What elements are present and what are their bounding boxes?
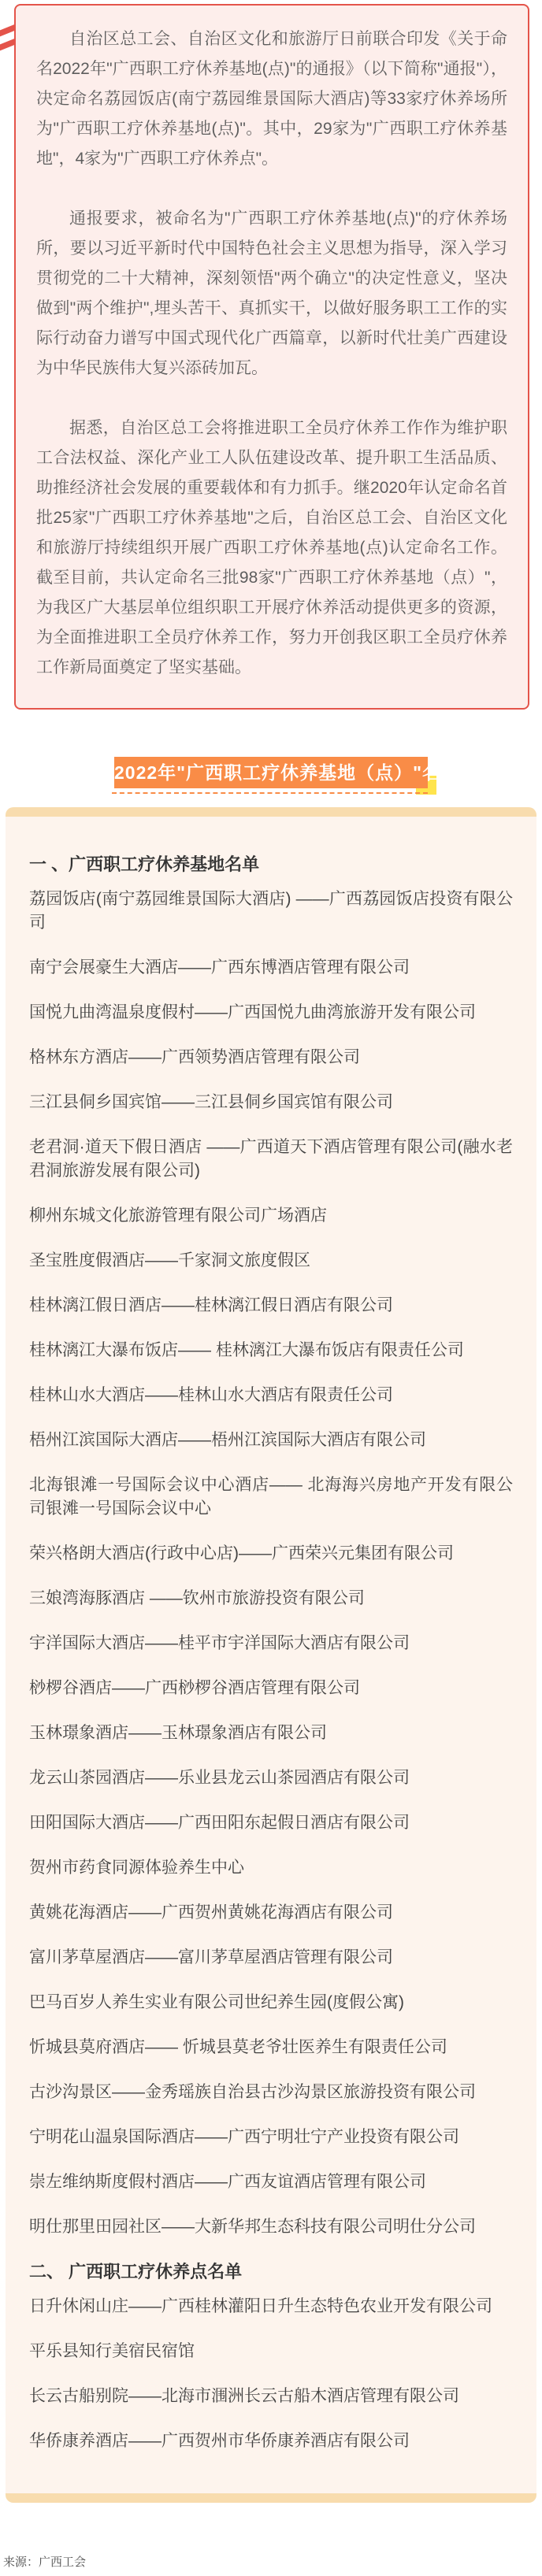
list-item: 田阳国际大酒店——广西田阳东起假日酒店有限公司: [29, 1814, 410, 1832]
list-item: 富川茅草屋酒店——富川茅草屋酒店管理有限公司: [29, 1948, 393, 1966]
list-item: 日升休闲山庄——广西桂林灌阳日升生态特色农业开发有限公司: [29, 2297, 492, 2315]
card-bottom-bar: [6, 2493, 536, 2503]
list-item: 桂林漓江假日酒店——桂林漓江假日酒店有限公司: [29, 1296, 393, 1314]
list-item: 荣兴格朗大酒店(行政中心店)——广西荣兴元集团有限公司: [29, 1544, 454, 1562]
list-item: 忻城县莫府酒店—— 忻城县莫老爷壮医养生有限责任公司: [29, 2038, 447, 2056]
list-item: 古沙沟景区——金秀瑶族自治县古沙沟景区旅游投资有限公司: [29, 2083, 476, 2101]
list-item: 玉林璟象酒店——玉林璟象酒店有限公司: [29, 1724, 327, 1742]
list-item: 崇左维纳斯度假村酒店——广西友谊酒店管理有限公司: [29, 2173, 426, 2191]
list-item: 国悦九曲湾温泉度假村——广西国悦九曲湾旅游开发有限公司: [29, 1003, 476, 1021]
list-item: 北海银滩一号国际会议中心酒店—— 北海海兴房地产开发有限公司银滩一号国际会议中心: [29, 1476, 513, 1518]
intro-paragraph-2: 通报要求，被命名为"广西职工疗休养基地(点)"的疗休养场所，要以习近平新时代中国特色社会主义思想为指导，深入学习贯彻党的二十大精神，深刻领悟"两个确立"的决定性意义，坚决做到"两个维护",埋头苦干、真抓实干，以做好服务职工工作的实际行动奋力谱写中国式现代化广西篇章，以新时代壮美广西建设为中华民族伟大复兴添砖加瓦。: [36, 209, 507, 377]
source-label: 来源：广西工会: [3, 2556, 87, 2569]
list-item: 三娘湾海豚酒店 ——钦州市旅游投资有限公司: [29, 1589, 365, 1607]
list-item: 平乐县知行美宿民宿馆: [29, 2342, 195, 2360]
list-item: 格林东方酒店——广西领势酒店管理有限公司: [29, 1048, 360, 1066]
section-base-list: [29, 853, 513, 2239]
list-item: 桫椤谷酒店——广西桫椤谷酒店管理有限公司: [29, 1679, 360, 1697]
list-item: 桂林漓江大瀑布饭店—— 桂林漓江大瀑布饭店有限责任公司: [29, 1341, 464, 1359]
list-banner-wrap: [114, 757, 460, 794]
list-item: 华侨康养酒店——广西贺州市华侨康养酒店有限公司: [29, 2432, 410, 2450]
list-item: 贺州市药食同源体验养生中心: [29, 1859, 244, 1877]
list-item: 圣宝胜度假酒店——千家洞文旅度假区: [29, 1251, 310, 1269]
list-item: 荔园饭店(南宁荔园维景国际大酒店) ——广西荔园饭店投资有限公司: [29, 890, 513, 932]
list-item: 南宁会展豪生大酒店——广西东博酒店管理有限公司: [29, 958, 410, 977]
point-list: [29, 2295, 513, 2453]
section-title-1: 一 、广西职工疗休养基地名单: [29, 854, 260, 874]
list-item: 三江县侗乡国宾馆——三江县侗乡国宾馆有限公司: [29, 1093, 393, 1111]
list-item: 宇洋国际大酒店——桂平市宇洋国际大酒店有限公司: [29, 1634, 410, 1652]
list-item: 黄姚花海酒店——广西贺州黄姚花海酒店有限公司: [29, 1903, 393, 1922]
list-item: 宁明花山温泉国际酒店——广西宁明壮宁产业投资有限公司: [29, 2128, 459, 2146]
list-item: 梧州江滨国际大酒店——梧州江滨国际大酒店有限公司: [29, 1431, 426, 1449]
list-item: 长云古船别院——北海市涠洲长云古船木酒店管理有限公司: [29, 2387, 459, 2405]
list-banner-title: 2022年"广西职工疗休养基地（点）"名单: [114, 757, 428, 788]
list-item: 明仕那里田园社区——大新华邦生态科技有限公司明仕分公司: [29, 2218, 476, 2236]
list-item: 巴马百岁人养生实业有限公司世纪养生园(度假公寓): [29, 1993, 404, 2011]
list-card: [6, 807, 536, 2503]
intro-box: [14, 4, 529, 710]
red-dash-decoration: [0, 24, 14, 37]
list-item: 桂林山水大酒店——桂林山水大酒店有限责任公司: [29, 1386, 393, 1404]
red-dash-decoration: [0, 39, 14, 51]
intro-paragraph-1: 自治区总工会、自治区文化和旅游厅日前联合印发《关于命名2022年"广西职工疗休养基地(点)"的通报》（以下简称"通报"），决定命名荔园饭店(南宁荔园维景国际大酒店)等33家疗休养场所为"广西职工疗休养基地(点)"。其中，29家为"广西职工疗休养基地"，4家为"广西职工疗休养点"。: [36, 30, 507, 168]
card-body: [6, 817, 536, 2493]
list-item: 老君洞·道天下假日酒店 ——广西道天下酒店管理有限公司(融水老君洞旅游发展有限公司): [29, 1138, 513, 1180]
section-point-list: [29, 2260, 513, 2453]
section-title-2: 二、 广西职工疗休养点名单: [29, 2262, 243, 2281]
base-list: [29, 888, 513, 2239]
dashed-divider: [112, 792, 428, 794]
list-item: 龙云山茶园酒店——乐业县龙云山茶园酒店有限公司: [29, 1769, 410, 1787]
card-top-bar: [6, 807, 536, 817]
intro-paragraph-3: 据悉，自治区总工会将推进职工全员疗休养工作作为维护职工合法权益、深化产业工人队伍建设改革、提升职工生活品质、助推经济社会发展的重要载体和有力抓手。继2020年认定命名首批25家"广西职工疗休养基地"之后，自治区总工会、自治区文化和旅游厅持续组织开展广西职工疗休养基地(点)认定命名工作。截至目前，共认定命名三批98家"广西职工疗休养基地（点）"，为我区广大基层单位组织职工开展疗休养活动提供更多的资源，为全面推进职工全员疗休养工作，努力开创我区职工全员疗休养工作新局面奠定了坚实基础。: [36, 419, 507, 676]
list-item: 柳州东城文化旅游管理有限公司广场酒店: [29, 1206, 327, 1225]
